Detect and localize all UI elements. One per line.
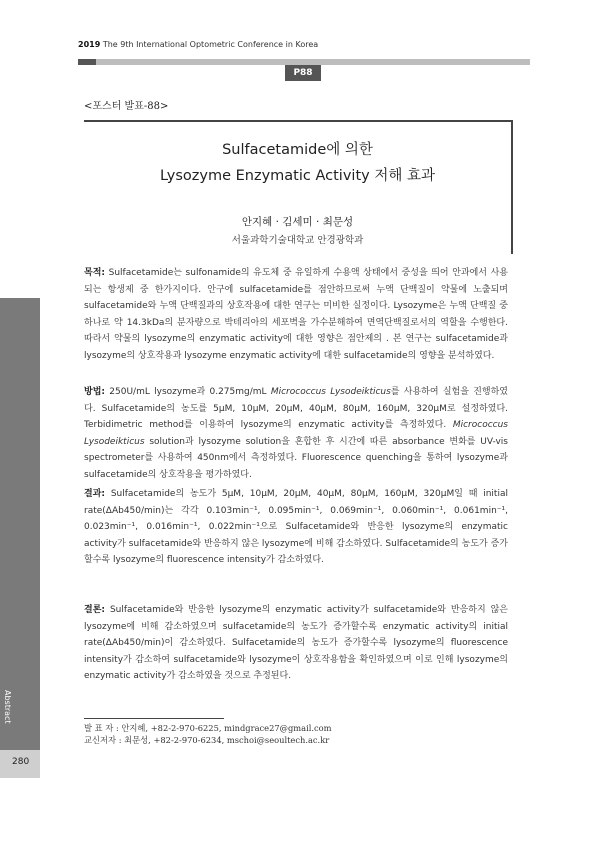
method-text-1: 250U/mL lysozyme과 0.275mg/mL [109, 387, 271, 397]
method-organism-1: Micrococcus Lysodeikticus [270, 387, 391, 397]
header-bar-accent [78, 59, 96, 65]
side-label: Abstract [3, 690, 12, 724]
footnote-presenter: 발 표 자 : 안지혜, +82-2-970-6225, mindgrace27@gmail.com [84, 723, 332, 733]
footnote-divider [84, 718, 224, 719]
method-label: 방법: [84, 387, 105, 397]
page-number: 280 [12, 757, 30, 767]
affiliation: 서울과학기술대학교 안경광학과 [231, 235, 364, 246]
header-year: 2019 [78, 40, 101, 49]
poster-number-badge: P88 [285, 65, 321, 81]
header-conference: The 9th International Optometric Conference in Korea [102, 40, 319, 49]
running-header [78, 40, 318, 49]
conclusion-label: 결론: [84, 605, 105, 615]
purpose-text: Sulfacetamide는 sulfonamide의 유도체 중 유일하게 수용액 상태에서 중성을 띄어 안과에서 사용되는 항생제 중 한가지이다. 안구에 sulfacetamide를 점안하므로써 누액 단백질이 약물에 노출되며 sulfacetamide와 누액 단백질과의 상호작용에 대한 연구는 미비한 실정이다. Lysozyme은 누액 단백질 중 하나로 약 14.3kDa의 분자량으로 박테리아의 세포벽을 가수분해하여 면역단백질로서의 역할을 수행한다. 따라서 약물의 lysozyme의 enzymatic activity에 대한 영향은 점안제의 . 본 연구는 sulfacetamide과 lysozyme의 상호작용과 lysozyme enzymatic activity에 대한 sulfacetamide의 영향을 분석하였다. [84, 268, 508, 361]
method-text-3: solution과 lysozyme solution을 혼합한 후 시간에 따른 absorbance 변화를 UV-vis spectrometer를 사용하여 450nm에서 측정하였다. Fluorescence quenching을 통하여 lysozyme과 sulfacetamide의 상호작용을 평가하였다. [84, 436, 508, 480]
title-box [84, 120, 513, 254]
conclusion-text: Sulfacetamide와 반응한 lysozyme의 enzymatic activity가 sulfacetamide와 반응하지 않은 lysozyme에 비해 감소하였으며 sulfacetamide의 농도가 증가할수록 enzymatic activity의 initial rate(ΔAb450/min)이 감소하였다. Sulfacetamide의 농도가 증가할수록 lysozyme의 fluorescence intensity가 감소하여 sulfacetamide와 lysozyme이 상호작용함을 확인하였으며 이로 인해 lysozyme의 enzymatic activity가 감소하였을 것으로 추정된다. [84, 605, 508, 682]
result-text: Sulfacetamide의 농도가 5μM, 10μM, 20μM, 40μM, 80μM, 160μM, 320μM일 때 initial rate(ΔAb450/min)는 각각 0.103min⁻¹, 0.095min⁻¹, 0.069min⁻¹, 0.060min⁻¹, 0.061min⁻¹, 0.023min⁻¹, 0.016min⁻¹, 0.022min⁻¹으로 Sulfacetamide와 반응한 lysozyme의 enzymatic activity가 sulfacetamide와 반응하지 않은 lysozyme에 비해 감소하였다. Sulfacetamide의 농도가 증가할수록 lysozyme의 fluorescence intensity가 감소하였다. [84, 489, 508, 566]
poster-label: <포스터 발표-88> [84, 101, 169, 112]
method-section [84, 384, 508, 484]
purpose-section [84, 265, 508, 365]
method-organism-2: Micrococcus Lysodeikticus [84, 420, 508, 447]
result-label: 결과: [84, 489, 105, 499]
side-tab [0, 298, 40, 750]
purpose-label: 목적: [84, 268, 105, 278]
title-line-2: Lysozyme Enzymatic Activity 저해 효과 [160, 168, 435, 184]
title-line-1: Sulfacetamide에 의한 [222, 142, 373, 158]
result-section [84, 486, 508, 569]
conclusion-section [84, 602, 508, 685]
method-text-2: 를 사용하여 실험을 진행하였다. Sulfacetamide의 농도를 5μM, 10μM, 20μM, 40μM, 80μM, 160μM, 320μM로 설정하였다. Terbidimetric method를 이용하여 lysozyme의 enzymatic activity를 측정하였다. [84, 387, 508, 431]
authors: 안지혜 · 김세미 · 최문성 [241, 216, 354, 228]
footnote-corresponding: 교신저자 : 최문성, +82-2-970-6234, mschoi@seoultech.ac.kr [84, 735, 330, 745]
